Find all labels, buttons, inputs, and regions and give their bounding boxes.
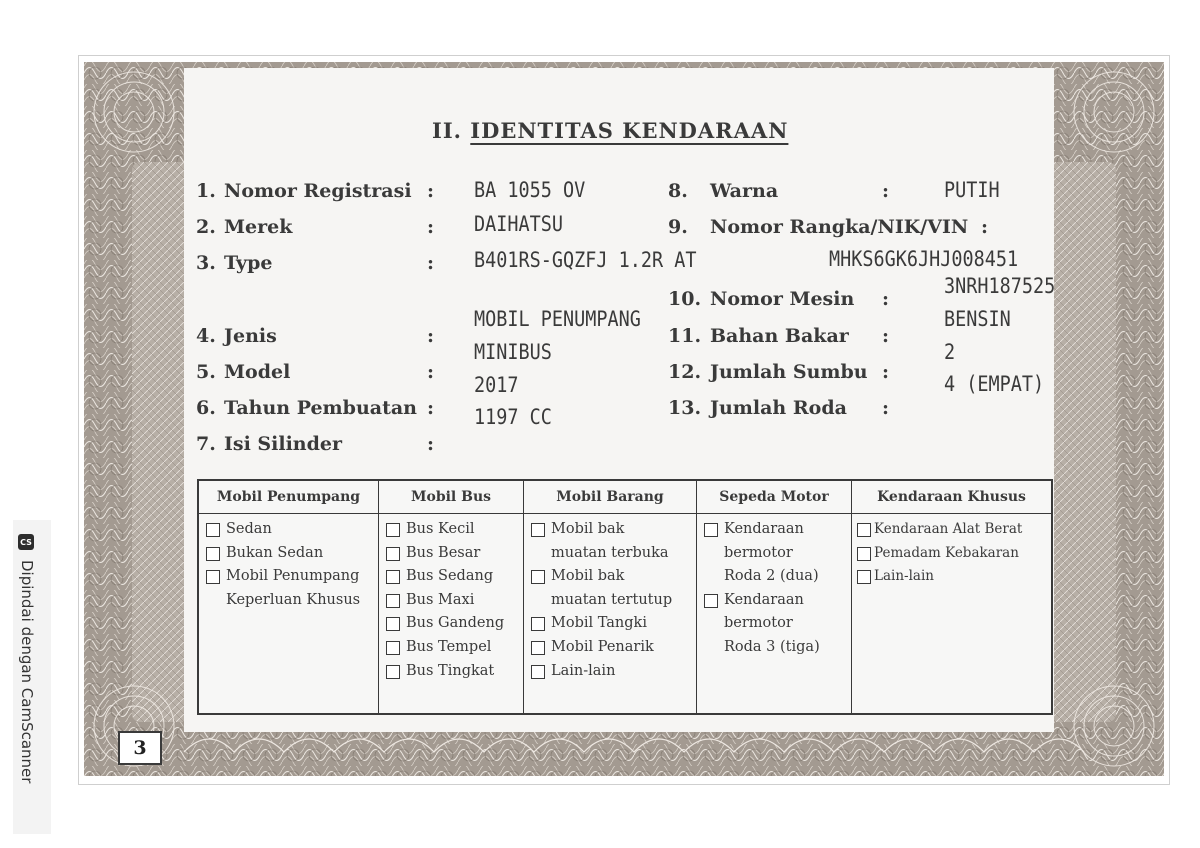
page-number: 3 [118, 731, 162, 765]
column-header: Kendaraan Khusus [852, 481, 1051, 514]
colon: : [981, 216, 989, 238]
colon: : [427, 325, 435, 347]
option-open-bed[interactable]: Mobil bak [529, 518, 696, 542]
field-3-label: Type [224, 252, 273, 274]
engine-number-value: 3NRH187525 [944, 274, 1056, 298]
checkbox[interactable] [857, 547, 871, 561]
category-column-passenger [199, 481, 379, 713]
checkbox[interactable] [386, 665, 400, 679]
field-8-number: 8. [668, 180, 688, 202]
field-5-label: Model [224, 361, 291, 383]
option-three-wheel[interactable]: Kendaraan [702, 589, 851, 613]
camscanner-logo-icon: CS [18, 534, 34, 550]
category-column-motorcycle [697, 481, 852, 713]
checkbox[interactable] [857, 523, 871, 537]
field-7-number: 7. [196, 433, 216, 455]
field-13-label: Jumlah Roda [710, 397, 847, 419]
field-8-label: Warna [710, 180, 779, 202]
axle-count-value: 2 [944, 340, 956, 364]
checkbox[interactable] [531, 570, 545, 584]
category-column-special [852, 481, 1051, 713]
option-label-continued: muatan terbuka [551, 544, 669, 561]
field-9-number: 9. [668, 216, 688, 238]
colon: : [427, 361, 435, 383]
field-6-number: 6. [196, 397, 216, 419]
section-title [432, 118, 788, 143]
field-2-label: Merek [224, 216, 293, 238]
checkbox[interactable] [531, 641, 545, 655]
option-non-sedan[interactable]: Bukan Sedan [204, 542, 378, 566]
checkbox[interactable] [386, 617, 400, 631]
checkbox[interactable] [206, 523, 220, 537]
field-4-number: 4. [196, 325, 216, 347]
field-11-label: Bahan Bakar [710, 325, 849, 347]
field-5-number: 5. [196, 361, 216, 383]
column-header: Mobil Penumpang [199, 481, 378, 514]
field-12-label: Jumlah Sumbu [710, 361, 868, 383]
color-value: PUTIH [944, 178, 1000, 202]
option-label-continued: Keperluan Khusus [226, 591, 361, 608]
option-closed-bed[interactable]: Mobil bak [529, 565, 696, 589]
colon: : [427, 397, 435, 419]
colon: : [882, 288, 890, 310]
option-bus-medium[interactable]: Bus Sedang [384, 565, 523, 589]
option-cargo-other[interactable]: Lain-lain [529, 660, 696, 684]
section-number: II. [432, 118, 462, 143]
colon: : [427, 180, 435, 202]
field-6-label: Tahun Pembuatan [224, 397, 417, 419]
option-heavy-equipment[interactable]: Kendaraan Alat Berat [855, 518, 1051, 542]
checkbox[interactable] [386, 641, 400, 655]
vin-value: MHKS6GK6JHJ008451 [829, 247, 1019, 271]
colon: : [882, 397, 890, 419]
cylinder-value: 1197 CC [474, 405, 552, 429]
column-header: Sepeda Motor [697, 481, 851, 514]
field-4-label: Jenis [224, 325, 277, 347]
field-1-number: 1. [196, 180, 216, 202]
registration-number-value: BA 1055 OV [474, 178, 586, 202]
field-11-number: 11. [668, 325, 702, 347]
column-header: Mobil Bus [379, 481, 523, 514]
year-value: 2017 [474, 373, 519, 397]
option-label-continued: Roda 3 (tiga) [724, 638, 820, 655]
field-3-number: 3. [196, 252, 216, 274]
option-fire-engine[interactable]: Pemadam Kebakaran [855, 542, 1051, 566]
option-special-other[interactable]: Lain-lain [855, 565, 1051, 589]
category-column-bus [379, 481, 524, 713]
colon: : [427, 433, 435, 455]
fuel-value: BENSIN [944, 307, 1011, 331]
option-bus-articulated[interactable]: Bus Gandeng [384, 612, 523, 636]
option-two-wheel[interactable]: Kendaraan [702, 518, 851, 542]
column-header: Mobil Barang [524, 481, 696, 514]
field-1-label: Nomor Registrasi [224, 180, 412, 202]
field-2-number: 2. [196, 216, 216, 238]
option-special-purpose[interactable]: Mobil Penumpang [204, 565, 378, 589]
option-tanker[interactable]: Mobil Tangki [529, 612, 696, 636]
colon: : [882, 180, 890, 202]
option-label-continued: muatan tertutup [551, 591, 673, 608]
checkbox[interactable] [386, 547, 400, 561]
checkbox[interactable] [857, 570, 871, 584]
checkbox[interactable] [206, 570, 220, 584]
field-10-number: 10. [668, 288, 702, 310]
checkbox[interactable] [206, 547, 220, 561]
checkbox[interactable] [531, 617, 545, 631]
option-bus-double-decker[interactable]: Bus Tingkat [384, 660, 523, 684]
field-13-number: 13. [668, 397, 702, 419]
option-bus-small[interactable]: Bus Kecil [384, 518, 523, 542]
option-label-continued: Roda 2 (dua) [724, 568, 819, 585]
colon: : [427, 216, 435, 238]
model-value: MINIBUS [474, 340, 552, 364]
colon: : [882, 361, 890, 383]
option-bus-large[interactable]: Bus Besar [384, 542, 523, 566]
option-sedan[interactable]: Sedan [204, 518, 378, 542]
option-label-continued: bermotor [724, 544, 793, 561]
option-bus-maxi[interactable]: Bus Maxi [384, 589, 523, 613]
scanner-watermark-text: Dipindai dengan CamScanner [18, 560, 36, 784]
checkbox[interactable] [386, 570, 400, 584]
vehicle-category-table [197, 479, 1053, 715]
field-10-label: Nomor Mesin [710, 288, 855, 310]
field-9-label: Nomor Rangka/NIK/VIN [710, 216, 969, 238]
checkbox[interactable] [386, 523, 400, 537]
wheel-count-value: 4 (EMPAT) [944, 372, 1045, 396]
colon: : [882, 325, 890, 347]
field-12-number: 12. [668, 361, 702, 383]
field-7-label: Isi Silinder [224, 433, 342, 455]
option-tractor[interactable]: Mobil Penarik [529, 636, 696, 660]
checkbox[interactable] [704, 523, 718, 537]
checkbox[interactable] [386, 594, 400, 608]
checkbox[interactable] [704, 594, 718, 608]
colon: : [427, 252, 435, 274]
category-column-cargo [524, 481, 697, 713]
type-value: B401RS-GQZFJ 1.2R AT [474, 248, 697, 272]
option-bus-trailer[interactable]: Bus Tempel [384, 636, 523, 660]
kind-value: MOBIL PENUMPANG [474, 307, 641, 331]
section-heading: IDENTITAS KENDARAAN [470, 118, 789, 143]
brand-value: DAIHATSU [474, 212, 564, 236]
checkbox[interactable] [531, 523, 545, 537]
checkbox[interactable] [531, 665, 545, 679]
option-label-continued: bermotor [724, 615, 793, 632]
